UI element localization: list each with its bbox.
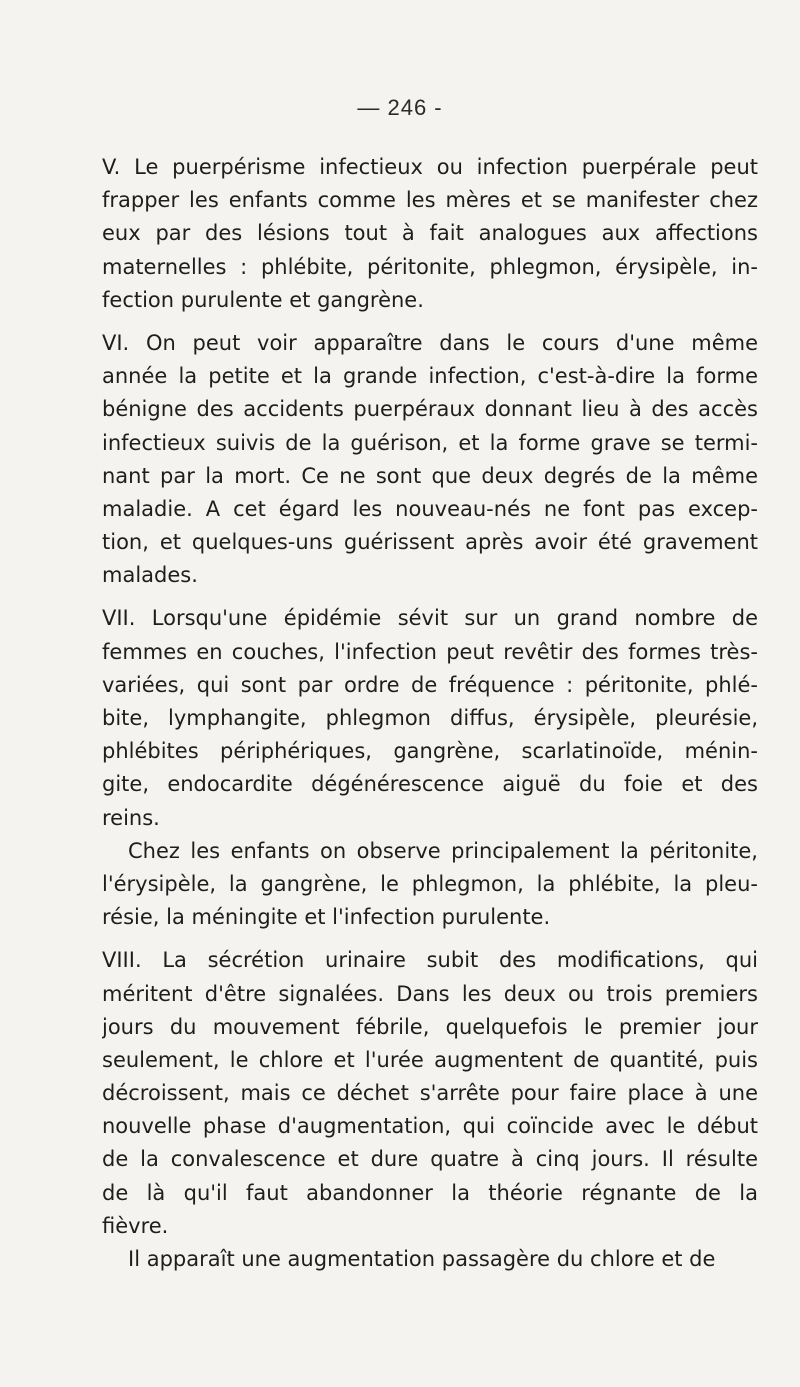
text-line: bénigne des accidents puerpéraux donnant lieu à des accès: [102, 397, 758, 422]
paragraph-vii: [102, 602, 758, 834]
paragraph-viii: [102, 944, 758, 1243]
text-line: femmes en couches, l'infection peut revêtir des formes très-: [102, 639, 758, 664]
text-line: résie, la méningite et l'infection purulente.: [102, 905, 551, 930]
text-line: nant par la mort. Ce ne sont que deux degrés de la même: [102, 463, 758, 488]
text-line: méritent d'être signalées. Dans les deux ou trois premiers: [102, 981, 758, 1006]
text-line: de là qu'il faut abandonner la théorie régnante de la: [102, 1180, 758, 1205]
text-line: tion, et quelques-uns guérissent après avoir été gravement: [102, 530, 758, 555]
paragraph-v: [102, 151, 758, 317]
text-line: Il apparaît une augmentation passagère du chlore et de: [128, 1247, 716, 1271]
text-line: fièvre.: [102, 1213, 169, 1238]
text-line: bite, lymphangite, phlegmon diffus, érysipèle, pleurésie,: [102, 706, 758, 730]
text-line: gite, endocardite dégénérescence aiguë du foie et des: [102, 772, 758, 797]
text-line: malades.: [102, 563, 198, 588]
text-line: frapper les enfants comme les mères et se manifester chez: [102, 188, 758, 213]
text-line: V. Le puerpérisme infectieux ou infection puerpérale peut: [102, 155, 758, 179]
text-line: VIII. La sécrétion urinaire subit des modifications, qui: [102, 948, 758, 973]
body-text: [102, 151, 758, 1276]
text-line: eux par des lésions tout à fait analogues aux affections: [102, 221, 758, 246]
text-line: Chez les enfants on observe principalement la péritonite,: [128, 838, 758, 863]
text-line: VI. On peut voir apparaître dans le cours d'une même: [102, 330, 758, 355]
paragraph-chlore: [102, 1243, 758, 1276]
text-line: l'érysipèle, la gangrène, le phlegmon, la phlébite, la pleu-: [102, 871, 758, 896]
text-line: de la convalescence et dure quatre à cinq jours. Il résulte: [102, 1147, 758, 1172]
paragraph-children: [102, 835, 758, 935]
text-line: infectieux suivis de la guérison, et la forme grave se termi-: [102, 430, 758, 455]
text-line: seulement, le chlore et l'urée augmentent de quantité, puis: [102, 1047, 758, 1072]
text-line: variées, qui sont par ordre de fréquence : péritonite, phlé-: [102, 672, 758, 697]
text-line: jours du mouvement fébrile, quelquefois le premier jour: [102, 1014, 758, 1039]
text-line: maternelles : phlébite, péritonite, phlegmon, érysipèle, in-: [102, 254, 758, 279]
text-line: phlébites périphériques, gangrène, scarlatinoïde, ménin-: [102, 739, 758, 764]
text-line: nouvelle phase d'augmentation, qui coïncide avec le début: [102, 1114, 758, 1139]
page-number: — 246 -: [357, 95, 443, 120]
text-line: maladie. A cet égard les nouveau-nés ne font pas excep-: [102, 496, 758, 521]
text-line: année la petite et la grande infection, c'est-à-dire la forme: [102, 364, 758, 389]
text-line: reins.: [102, 805, 160, 830]
text-line: décroissent, mais ce déchet s'arrête pour faire place à une: [102, 1081, 758, 1106]
text-line: VII. Lorsqu'une épidémie sévit sur un grand nombre de: [102, 606, 758, 631]
paragraph-vi: [102, 327, 758, 593]
text-line: fection purulente et gangrène.: [102, 287, 424, 312]
